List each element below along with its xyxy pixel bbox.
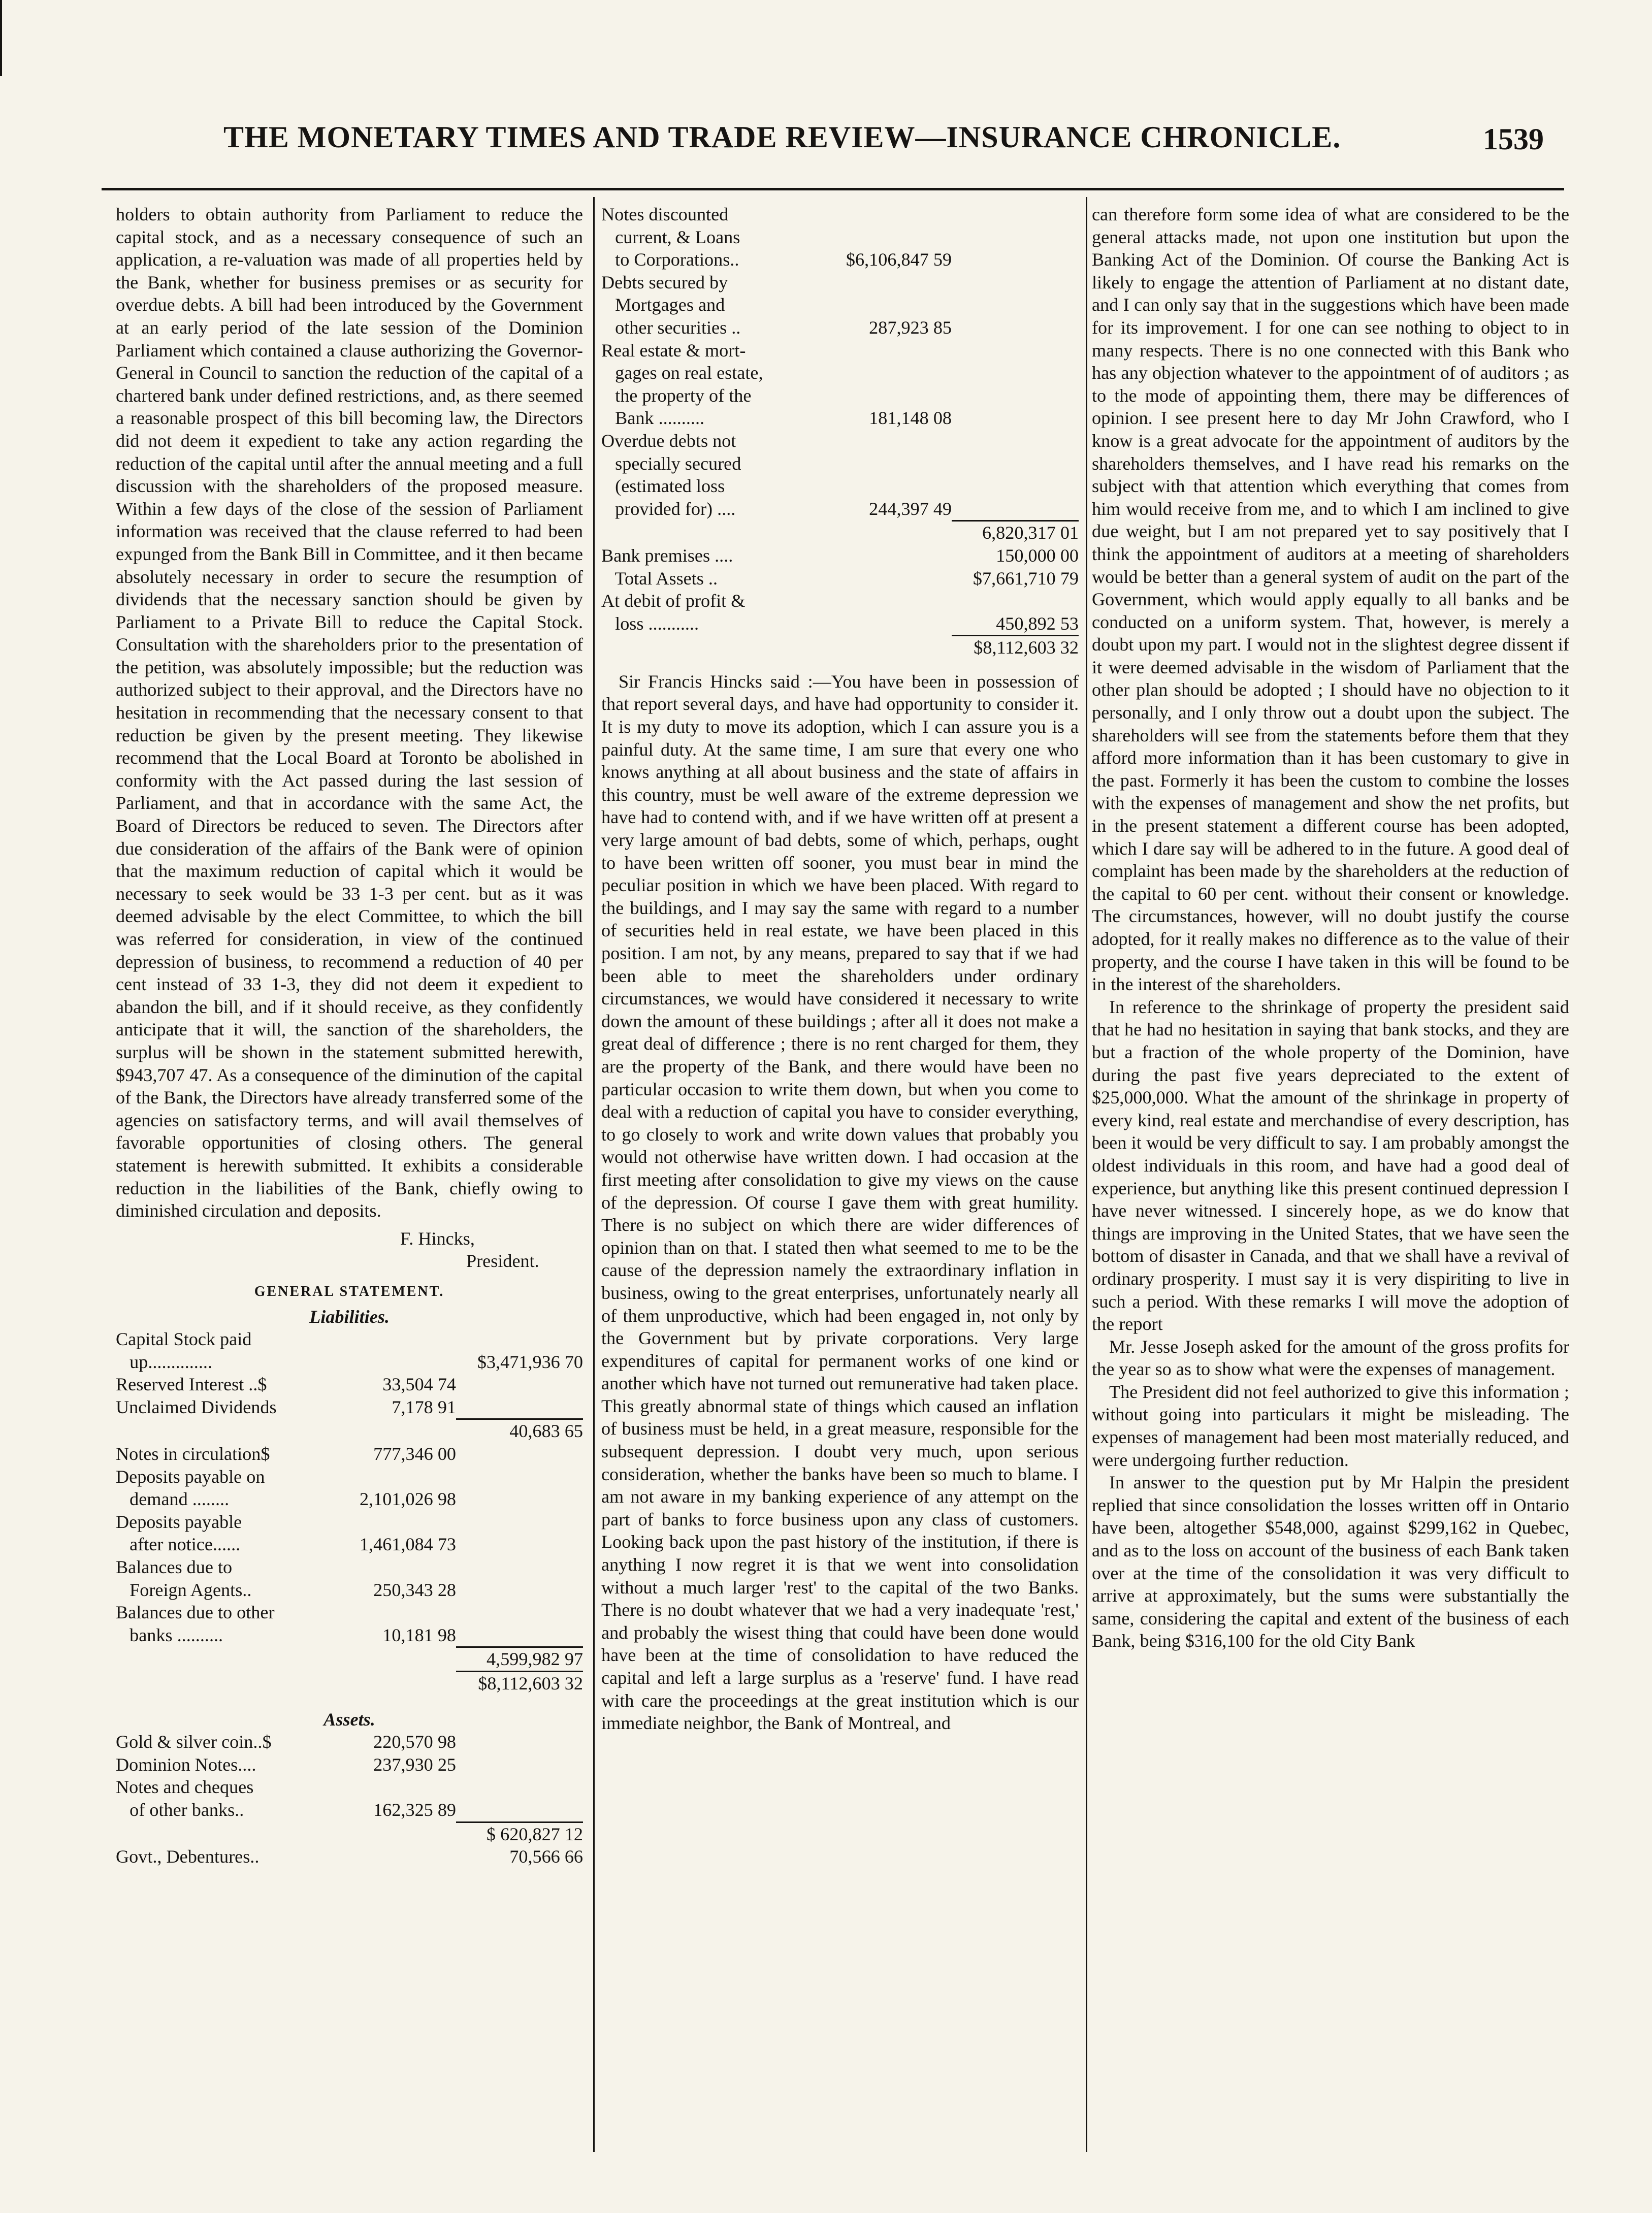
statement-row — [601, 339, 1079, 362]
halpin-answer-paragraph: In answer to the question put by Mr Halpin the president replied that since consolidation the losses written off in Ontario have been, altogether $548,000, against $299,162 in Quebec, and as to the loss on account of the business of each Bank taken over at the time of the consolidation it was very difficult to arrive at approximately, but the sums were substantially the same, considering the capital and extent of the business of each Bank, being $316,100 for the old City Bank — [1092, 1472, 1569, 1651]
column-3 — [1092, 203, 1569, 1652]
statement-row — [116, 1328, 583, 1351]
statement-amount — [349, 1646, 456, 1671]
statement-row — [601, 248, 1079, 271]
statement-amount: 162,325 89 — [373, 1799, 456, 1820]
statement-row — [601, 226, 1079, 249]
statement-amount: 777,346 00 — [373, 1444, 456, 1465]
statement-total — [952, 430, 1079, 452]
statement-label: the property of the — [601, 385, 752, 406]
statement-amount — [845, 475, 952, 498]
statement-amount — [845, 635, 952, 659]
statement-total — [952, 271, 1079, 294]
statement-label: Govt., Debentures.. — [116, 1846, 260, 1867]
statement-total: 4,599,982 97 — [456, 1646, 583, 1671]
statement-amount: 1,461,084 73 — [360, 1534, 456, 1555]
statement-total — [952, 226, 1079, 249]
margin-mark — [0, 0, 2, 76]
statement-amount — [845, 567, 952, 590]
liabilities-table — [116, 1328, 583, 1695]
signature — [116, 1227, 583, 1273]
statement-total: $7,661,710 79 — [973, 568, 1079, 589]
statement-label: current, & Loans — [601, 226, 740, 247]
statement-label: At debit of profit & — [601, 591, 746, 611]
statement-label: Bank premises .... — [601, 545, 733, 566]
statement-label: of other banks.. — [116, 1799, 244, 1820]
statement-label: Balances due to other — [116, 1602, 275, 1623]
statement-amount: 220,570 98 — [373, 1732, 456, 1752]
assets-table-continued — [601, 203, 1079, 659]
statement-total — [952, 362, 1079, 384]
statement-row — [601, 612, 1079, 635]
statement-label — [116, 1671, 349, 1695]
statement-total — [456, 1396, 583, 1419]
statement-heading: GENERAL STATEMENT. — [254, 1283, 445, 1299]
statement-total: 150,000 00 — [996, 545, 1079, 566]
statement-row — [601, 362, 1079, 384]
statement-total — [456, 1488, 583, 1511]
statement-amount — [349, 1351, 456, 1374]
statement-label: provided for) .... — [601, 498, 736, 519]
shrinkage-paragraph: In reference to the shrinkage of property the president said that he had no hesitation in saying that bank stocks, and they are but a fraction of the whole property of the Dominion, have during the past five years depreciated to the extent of $25,000,000. What the amount of the shrinkage in property of every kind, real estate and merchandise of every description, has been it would be very difficult to say. I am probably amongst the oldest individuals in this room, and have had a good deal of experience, but anything like this present continued depression I have never witnessed. I sincerely hope, as we do know that things are improving in the United States, that we have seen the bottom of disaster in Canada, and that we shall have a revival of ordinary prosperity. I must say it is very dispiriting to live in such a period. With these remarks I will move the adoption of the report — [1092, 996, 1569, 1335]
statement-label: Debts secured by — [601, 272, 728, 292]
statement-label — [116, 1418, 349, 1443]
statement-total — [456, 1624, 583, 1647]
statement-amount — [349, 1601, 456, 1624]
statement-total: $8,112,603 32 — [456, 1671, 583, 1695]
statement-row — [601, 452, 1079, 475]
statement-amount: 237,930 25 — [373, 1754, 456, 1775]
statement-total — [456, 1511, 583, 1534]
statement-amount — [845, 362, 952, 384]
statement-row — [116, 1418, 583, 1443]
statement-amount: 181,148 08 — [869, 408, 952, 429]
statement-row — [601, 635, 1079, 659]
statement-row — [116, 1466, 583, 1488]
statement-amount — [845, 271, 952, 294]
statement-amount — [349, 1511, 456, 1534]
statement-amount — [845, 544, 952, 567]
statement-label: demand ........ — [116, 1489, 230, 1510]
statement-row — [601, 294, 1079, 316]
statement-row — [601, 384, 1079, 407]
statement-amount — [349, 1418, 456, 1443]
statement-label: Notes and cheques — [116, 1777, 254, 1798]
statement-total: $3,471,936 70 — [477, 1351, 583, 1372]
statement-amount — [349, 1821, 456, 1846]
statement-label: Mortgages and — [601, 295, 725, 315]
statement-row — [601, 407, 1079, 430]
statement-row — [601, 590, 1079, 612]
statement-label: specially secured — [601, 453, 741, 474]
liabilities-heading: Liabilities. — [309, 1306, 390, 1327]
statement-row — [116, 1776, 583, 1799]
statement-label: Balances due to — [116, 1557, 233, 1578]
statement-row — [116, 1821, 583, 1846]
statement-label — [116, 1646, 349, 1671]
statement-amount: 2,101,026 98 — [360, 1489, 456, 1510]
statement-row — [601, 498, 1079, 520]
header-rule — [102, 188, 1564, 190]
signature-name: F. Hincks, — [400, 1228, 475, 1249]
statement-total: $8,112,603 32 — [952, 635, 1079, 659]
statement-total — [456, 1799, 583, 1821]
statement-total — [456, 1556, 583, 1579]
statement-total — [456, 1533, 583, 1556]
statement-row — [116, 1579, 583, 1602]
statement-label: Capital Stock paid — [116, 1329, 252, 1350]
joseph-question-paragraph: Mr. Jesse Joseph asked for the amount of the gross profits for the year so as to show what were the expenses of management. — [1092, 1336, 1569, 1380]
statement-label: Foreign Agents.. — [116, 1579, 252, 1600]
statement-total — [952, 452, 1079, 475]
statement-label: Overdue debts not — [601, 430, 736, 451]
statement-label: loss ........... — [601, 613, 699, 634]
statement-row — [601, 271, 1079, 294]
statement-row — [116, 1601, 583, 1624]
statement-total — [456, 1776, 583, 1799]
statement-row — [116, 1556, 583, 1579]
statement-label: Unclaimed Dividends — [116, 1396, 277, 1417]
statement-label: Bank .......... — [601, 408, 705, 429]
statement-label: Deposits payable — [116, 1511, 242, 1532]
statement-total — [952, 498, 1079, 520]
statement-amount — [845, 612, 952, 635]
statement-label: Notes discounted — [601, 204, 729, 224]
statement-label: (estimated loss — [601, 476, 725, 497]
statement-label: up.............. — [116, 1351, 212, 1372]
statement-row — [116, 1624, 583, 1647]
statement-amount — [349, 1776, 456, 1799]
statement-row — [601, 430, 1079, 452]
statement-total: $ 620,827 12 — [456, 1821, 583, 1846]
statement-amount — [349, 1328, 456, 1351]
statement-total — [456, 1328, 583, 1351]
statement-label: after notice...... — [116, 1534, 241, 1555]
president-reply-paragraph: The President did not feel authorized to give this information ; without going into particulars it might be misleading. The expenses of management had been most materially reduced, and were undergoing further reduction. — [1092, 1381, 1569, 1470]
statement-label: Gold & silver coin..$ — [116, 1732, 272, 1752]
assets-heading: Assets. — [323, 1709, 375, 1730]
statement-amount — [349, 1556, 456, 1579]
statement-row — [116, 1351, 583, 1374]
statement-amount — [845, 384, 952, 407]
statement-label: gages on real estate, — [601, 363, 763, 383]
statement-total — [952, 316, 1079, 339]
statement-amount: 33,504 74 — [382, 1374, 456, 1395]
statement-row — [116, 1671, 583, 1695]
statement-amount — [349, 1466, 456, 1488]
statement-row — [116, 1845, 583, 1868]
statement-label: Real estate & mort- — [601, 340, 746, 361]
statement-amount — [845, 203, 952, 226]
statement-amount — [349, 1671, 456, 1695]
statement-total: 70,566 66 — [509, 1846, 583, 1867]
statement-label — [116, 1821, 349, 1846]
statement-row — [116, 1488, 583, 1511]
statement-row — [116, 1753, 583, 1776]
statement-amount — [845, 294, 952, 316]
column-divider-1 — [593, 197, 595, 2152]
statement-total — [952, 339, 1079, 362]
statement-row — [116, 1443, 583, 1466]
signature-title: President. — [466, 1251, 539, 1272]
statement-total — [456, 1373, 583, 1396]
statement-label — [601, 520, 845, 544]
statement-amount — [349, 1845, 456, 1868]
statement-row — [116, 1533, 583, 1556]
statement-amount: 244,397 49 — [869, 498, 952, 519]
statement-row — [601, 567, 1079, 590]
statement-label: Dominion Notes.... — [116, 1754, 256, 1775]
assets-table — [116, 1731, 583, 1868]
statement-amount — [845, 226, 952, 249]
statement-total: 6,820,317 01 — [952, 520, 1079, 544]
statement-row — [601, 544, 1079, 567]
statement-amount — [845, 430, 952, 452]
statement-total — [952, 248, 1079, 271]
statement-total — [952, 294, 1079, 316]
statement-row — [601, 475, 1079, 498]
statement-total — [952, 475, 1079, 498]
statement-row — [116, 1799, 583, 1821]
speech-continued-paragraph: can therefore form some idea of what are considered to be the general attacks made, not upon one institution but upon the Banking Act of the Dominion. Of course the Banking Act is likely to engage the attention of Parliament at no distant date, and I can only say that in the suggestions which have been made for its improvement. I for one can see nothing to object to in many respects. There is no one connected with this Bank who has any objection whatever to the appointment of of auditors ; as to the mode of appointing them, there may be differences of opinion. I see present here to day Mr John Crawford, who I know is a great advocate for the appointment of auditors by the shareholders themselves, and I have read his remarks on the subject with that attention which everything that comes from him would receive from me, and to which I am inclined to give due weight, but I am not prepared yet to say positively that I think the appointment of auditors at a meeting of shareholders would be better than a general system of audit on the part of the Government, which would apply equally to all banks and be conducted on a uniform system. That, however, is merely a doubt upon my part. I would not in the slightest degree dissent if it were deemed advisable in the wisdom of Parliament that the other plan should be adopted ; I should have no objection to it personally, and I only throw out a doubt upon the subject. The shareholders will see from the statements before them that they afford more information than it has been customary to give in the past. Formerly it has been the custom to combine the losses with the expenses of management and show the net profits, but in the present statement a different course has been adopted, which I dare say will be adhered to in the future. A good deal of complaint has been made by the shareholders at the reduction of the capital to 60 per cent. without their consent or knowledge. The circumstances, however, will no doubt justify the course adopted, for it really makes no difference as to the value of their property, and the course I have taken in this will be found to be in the interest of the shareholders. — [1092, 204, 1569, 995]
statement-label: Total Assets .. — [601, 568, 718, 589]
statement-amount: 7,178 91 — [392, 1396, 456, 1417]
statement-total — [456, 1731, 583, 1753]
statement-total — [456, 1601, 583, 1624]
statement-row — [601, 316, 1079, 339]
statement-amount — [845, 452, 952, 475]
statement-label: to Corporations.. — [601, 249, 739, 270]
column-divider-2 — [1086, 197, 1087, 2152]
statement-amount: 10,181 98 — [382, 1624, 456, 1645]
statement-amount: 287,923 85 — [869, 317, 952, 338]
statement-row — [601, 203, 1079, 226]
statement-row — [116, 1731, 583, 1753]
statement-total — [456, 1579, 583, 1602]
statement-total — [952, 407, 1079, 430]
statement-label: Reserved Interest ..$ — [116, 1374, 267, 1395]
statement-amount — [845, 339, 952, 362]
statement-row — [116, 1646, 583, 1671]
statement-total — [952, 590, 1079, 612]
running-header: THE MONETARY TIMES AND TRADE REVIEW—INSURANCE CHRONICLE. — [223, 120, 1341, 154]
statement-total — [456, 1443, 583, 1466]
speech-paragraph: Sir Francis Hincks said :—You have been in possession of that report several days, and have had opportunity to consider it. It is my duty to move its adoption, which I can assure you is a painful duty. At the same time, I am sure that every one who knows anything at all about business and the state of affairs in this country, must be well aware of the extreme depression we have had to contend with, and if we have written off at present a very large amount of bad debts, some of which, perhaps, ought to have been written off sooner, you must bear in mind the peculiar position in which we have been placed. With regard to the buildings, and I may say the same with regard to a number of securities held in real estate, we have been placed in this position. I am not, by any means, prepared to say that if we had been able to meet the shareholders under ordinary circumstances, we would have considered it necessary to write down the amount of these buildings ; after all it does not make a great deal of difference ; there is no rent charged for them, they are the property of the Bank, and there would have been no particular occasion to write them down, but when you come to deal with a reduction of capital you have to consider everything, to go closely to work and write down values that probably you would not otherwise have written down. I had occasion at the first meeting after consolidation to give my views on the cause of the depression. Of course I gave them with great humility. There is no subject on which there are wider differences of opinion than on that. I stated then what seemed to me to be the cause of the depression namely the extraordinary inflation in business, owing to the great enterprises, unfortunately nearly all of them unproductive, which had been engaged in, not only by the Government but by private corporations. Very large expenditures of capital for permanent works of one kind or another which have not turned out remunerative had taken place. This greatly abnormal state of things which caused an inflation of business must be held, in a great measure, responsible for the subsequent depression. I doubt very much, upon serious consideration, whether the banks have been so much to blame. I am not aware in my banking experience of any attempt on the part of banks to force business upon any class of customers. Looking back upon the past history of the institution, if there is anything I now regret it is that we went into consolidation without a much larger 'rest' to the capital of the two Banks. There is no doubt whatever that we had a very inadequate 'rest,' and probably the wisest thing that could have been done would have been at the time of consolidation to have reduced the capital and left a large surplus as a 'reserve' fund. I have read with care the proceedings at the great institution which is our immediate neighbor, the Bank of Montreal, and — [601, 671, 1079, 1734]
statement-label — [601, 635, 845, 659]
statement-row — [116, 1511, 583, 1534]
statement-label: Notes in circulation$ — [116, 1444, 270, 1465]
statement-amount — [845, 520, 952, 544]
statement-label: Deposits payable on — [116, 1466, 265, 1487]
statement-amount: $6,106,847 59 — [846, 249, 952, 270]
report-paragraph: holders to obtain authority from Parliament to reduce the capital stock, and as a necessary consequence of such an application, a re-valuation was made of all properties held by the Bank, whether for business premises or as security for overdue debts. A bill had been introduced by the Government at an early period of the late session of the Dominion Parliament which contained a clause authorizing the Governor-General in Council to sanction the reduction of the capital of a chartered bank under defined restrictions, and, as there seemed a reasonable prospect of this bill becoming law, the Directors did not deem it expedient to take any action regarding the reduction of the capital until after the annual meeting and a full discussion with the shareholders of the proposed measure. Within a few days of the close of the session of Parliament information was received that the clause referred to had been expunged from the Bank Bill in Committee, and it then became absolutely necessary in order to secure the resumption of dividends that the necessary sanction should be given by Parliament to a Private Bill to reduce the Capital Stock. Consultation with the shareholders prior to the presentation of the petition, was absolutely impossible; but the reduction was authorized subject to their approval, and the Directors have no hesitation in recommending that the necessary consent to that reduction be given by the present meeting. They likewise recommend that the Local Board at Toronto be abolished in conformity with the Act passed during the last session of Parliament, and that in accordance with the same Act, the Board of Directors be reduced to seven. The Directors after due consideration of the affairs of the Bank were of opinion that the maximum reduction of capital which it would be necessary to seek would be 33 1-3 per cent. but as it was deemed advisable by the elect Committee, to which the bill was referred for consideration, in view of the continued depression of business, to recommend a reduction of 40 per cent instead of 33 1-3, they did not deem it expedient to abandon the bill, and if it should receive, as they confidently anticipate that it will, the sanction of the shareholders, the surplus will be shown in the statement submitted herewith, $943,707 47. As a consequence of the diminution of the capital of the Bank, the Directors have already transferred some of the agencies on satisfactory terms, and will avail themselves of favorable opportunities of closing others. The general statement is herewith submitted. It exhibits a considerable reduction in the liabilities of the Bank, chiefly owing to diminished circulation and deposits. — [116, 204, 583, 1221]
statement-label: other securities .. — [601, 317, 741, 338]
statement-row — [116, 1373, 583, 1396]
statement-label: banks .......... — [116, 1624, 223, 1645]
page-number: 1539 — [1483, 122, 1544, 156]
column-2 — [601, 203, 1079, 1735]
statement-total — [456, 1753, 583, 1776]
statement-total: 40,683 65 — [456, 1418, 583, 1443]
statement-amount — [845, 590, 952, 612]
statement-total: 450,892 53 — [996, 613, 1079, 634]
column-1 — [116, 203, 583, 1868]
statement-row — [601, 520, 1079, 544]
statement-total — [456, 1466, 583, 1488]
statement-total — [952, 384, 1079, 407]
statement-amount: 250,343 28 — [373, 1579, 456, 1600]
statement-row — [116, 1396, 583, 1419]
statement-total — [952, 203, 1079, 226]
